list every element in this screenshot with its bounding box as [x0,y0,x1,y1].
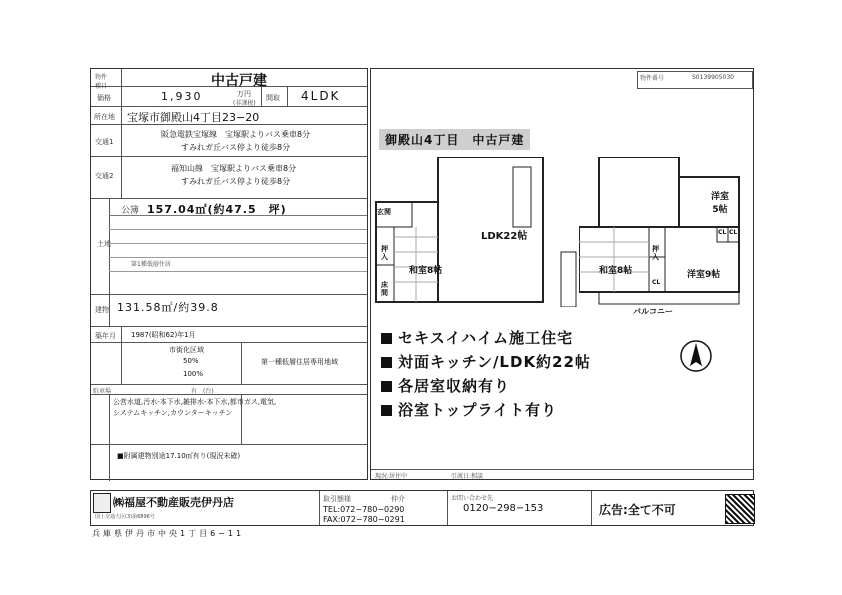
company-name: ㈱福屋不動産販売伊丹店 [113,496,234,509]
facilities: 公営水道,汚水-本下水,雑排水-本下水,都市ガス,電気,システムキッチン,カウンターキッチン [113,398,277,417]
ad-id-box: 物件番号 S0139905030 [637,71,753,89]
floorplan-panel: 物件番号 S0139905030 御殿山4丁目 中古戸建 玄関 LDK22帖 和室8帖 押入 床間 洋室 5帖 和室8帖 洋室9帖 押入 CL CL CL バルコニー セキスイハイム施工住宅 対面キッチン/LDK約22帖 各居室収納有り 浴室トップライト有り 現況:居住中 引渡日:相談 [370,68,754,480]
floorplan-title: 御殿山4丁目 中古戸建 [379,129,530,150]
building-area: 131.58㎡/約39.8 [117,301,219,314]
land-area: 157.04㎡(約47.5 坪) [147,203,287,216]
north-arrow-icon [679,339,713,373]
notes: ■附属建物別途17.10㎡有り(現況未確) [117,452,241,460]
feature-4: 浴室トップライト有り [381,399,557,420]
room-tokonoma: 床間 [381,281,388,297]
floorplan-1f [371,157,581,307]
price-value: 1,930 [161,90,203,103]
room-oshi-2f: 押入 [652,245,659,261]
info-table: 物件 種目 中古戸建 価格 1,930 万円 (非課税) 間取 4LDK 所在地 宝塚市御殿山4丁目23−20 交通1 阪急電鉄宝塚線 宝塚駅よりバス乗車8分 すみれガ丘バス停より徒歩8分 交通2 福知山線 宝塚駅よりバス乗車8分 すみれガ丘バス停より徒歩8分 土地 公簿 157.04㎡(約47.5 坪) 第1種低層住居 建物 131.58㎡/約39.8 築年月 1987(昭和62)年1月 市街化区域 50% 100% 第一種低層住居専用地域 駐車場 有 (台) 公営水道,汚水-本下水,雑排水-本下水,都市ガス,電気,システムキッチン,カウンターキッチン ■附属建物別途17.10㎡有り(現況未確) [90,68,368,480]
room-genkan: 玄関 [377,208,391,216]
feature-3: 各居室収納有り [381,375,510,396]
property-type: 中古戸建 [211,73,267,89]
room-balcony: バルコニー [633,307,673,316]
company-address: 兵庫県伊丹市中央1丁目6−11 [92,529,245,538]
room-oshi-1f: 押入 [381,245,388,261]
feature-1: セキスイハイム施工住宅 [381,327,573,348]
footer: ㈱福屋不動産販売伊丹店 国土交通大臣(3)第6896号 取引態様 仲介 TEL:072−780−0290 FAX:072−780−0291 お問い合わせ先 0120−298−153 広告:全て不可 [90,490,754,526]
ad-note: 広告:全て不可 [599,503,676,517]
company-logo-icon [93,493,111,513]
fax: FAX:072−780−0291 [323,515,405,524]
room-washitsu-1f: 和室8帖 [409,266,443,276]
room-washitsu-2f: 和室8帖 [599,266,633,276]
room-cl-1: CL [718,229,727,236]
feature-2: 対面キッチン/LDK約22帖 [381,351,591,372]
room-yoshitsu-9: 洋室9帖 [687,270,721,280]
freedial: 0120−298−153 [463,503,544,514]
layout-value: 4LDK [301,89,341,103]
room-cl-3: CL [652,279,661,286]
address: 宝塚市御殿山4丁目23−20 [127,111,260,124]
room-cl-2: CL [729,229,738,236]
tel: TEL:072−780−0290 [323,505,405,514]
qr-code-icon [725,494,755,524]
room-yoshitsu-5: 洋室 5帖 [711,192,730,215]
room-ldk: LDK22帖 [481,231,528,242]
